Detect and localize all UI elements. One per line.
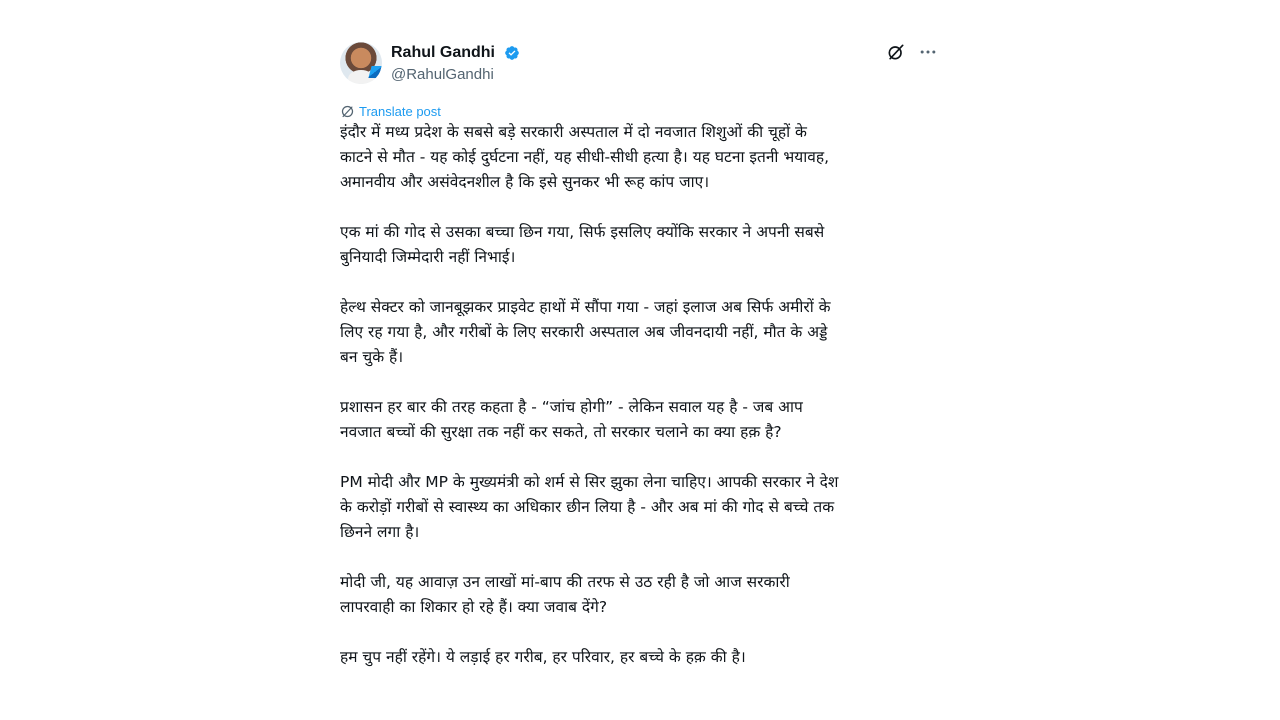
verified-badge-icon — [504, 45, 520, 61]
post-paragraph: हेल्थ सेक्टर को जानबूझकर प्राइवेट हाथों में सौंपा गया - जहां इलाज अब सिर्फ अमीरों के लिए रह गया है, और गरीबों के लिए सरकारी अस्पताल अब जीवनदायी नहीं, मौत के अड्डे बन चुके हैं। — [340, 298, 831, 366]
post-paragraph: इंदौर में मध्य प्रदेश के सबसे बड़े सरकारी अस्पताल में दो नवजात शिशुओं की चूहों के काटने से मौत - यह कोई दुर्घटना नहीं, यह सीधी-सीधी हत्या है। यह घटना इतनी भयावह, अमानवीय और असंवेदनशील है कि इसे सुनकर भी रूह कांप जाए। — [340, 123, 830, 191]
author-display-name[interactable]: Rahul Gandhi — [391, 43, 495, 61]
translate-post-label[interactable]: Translate post — [359, 103, 441, 119]
more-icon[interactable] — [918, 42, 938, 62]
grok-icon[interactable] — [886, 42, 906, 62]
post-paragraph: मोदी जी, यह आवाज़ उन लाखों मां-बाप की तरफ से उठ रही है जो आज सरकारी लापरवाही का शिकार हो रहे हैं। क्या जवाब देंगे? — [340, 573, 790, 616]
post-paragraph: PM मोदी और MP के मुख्यमंत्री को शर्म से सिर झुका लेना चाहिए। आपकी सरकार ने देश के करोड़ों गरीबों से स्वास्थ्य का अधिकार छीन लिया है - और अब मां की गोद से बच्चे तक छिनने लगा है। — [340, 473, 839, 541]
avatar-flag-icon — [368, 66, 381, 78]
author-names — [391, 42, 520, 85]
post-header — [340, 40, 950, 90]
post-paragraph: प्रशासन हर बार की तरह कहता है - “जांच होगी” - लेकिन सवाल यह है - जब आप नवजात बच्चों की सुरक्षा तक नहीं कर सकते, तो सरकार चलाने का क्या हक़ है? — [340, 398, 803, 441]
post-actions — [886, 42, 938, 62]
post-text — [340, 120, 950, 670]
post-paragraph: हम चुप नहीं रहेंगे। ये लड़ाई हर गरीब, हर परिवार, हर बच्चे के हक़ की है। — [340, 648, 746, 666]
post-paragraph: एक मां की गोद से उसका बच्चा छिन गया, सिर्फ इसलिए क्योंकि सरकार ने अपनी सबसे बुनियादी जिम्मेदारी नहीं निभाई। — [340, 223, 825, 266]
author-handle[interactable]: @RahulGandhi — [391, 65, 494, 83]
translate-post-link[interactable] — [340, 102, 950, 120]
avatar[interactable] — [340, 42, 382, 84]
translate-icon — [340, 104, 355, 119]
post-card — [340, 40, 950, 695]
